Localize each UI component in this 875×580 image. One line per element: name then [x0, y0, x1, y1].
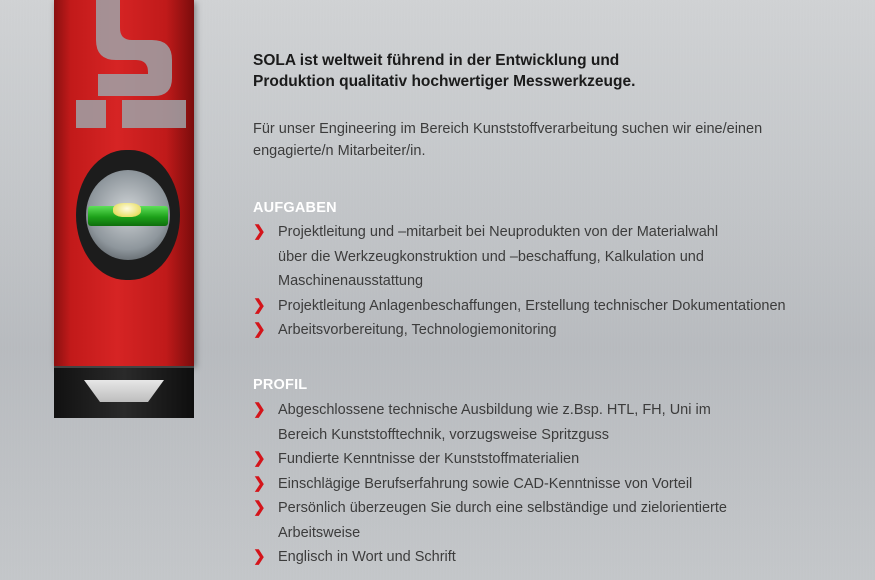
- item-line: Projektleitung und –mitarbeit bei Neuprodukten von der Materialwahl: [278, 224, 719, 240]
- level-vial-bubble: [113, 203, 141, 217]
- level-hanging-hole: [84, 380, 164, 402]
- chevron-right-icon: ❯: [253, 321, 266, 338]
- list-item: [253, 398, 727, 447]
- item-line: Bereich Kunststofftechnik, vorzugsweise Spritzguss: [278, 426, 609, 443]
- chevron-right-icon: ❯: [253, 401, 266, 418]
- chevron-right-icon: ❯: [253, 450, 266, 467]
- chevron-right-icon: ❯: [253, 474, 266, 492]
- profil-heading: PROFIL: [253, 377, 308, 393]
- list-item: [253, 545, 727, 570]
- intro-line: Produktion qualitativ hochwertiger Messwerkzeuge.: [253, 73, 636, 90]
- item-line: Arbeitsweise: [278, 524, 361, 541]
- item-line: Maschinenausstattung: [278, 273, 424, 289]
- chevron-right-icon: ❯: [253, 223, 266, 240]
- list-item: [253, 294, 786, 319]
- list-item: [253, 220, 786, 294]
- list-item: [253, 472, 727, 497]
- chevron-right-icon: ❯: [253, 548, 266, 565]
- list-item: [253, 496, 727, 545]
- item-line: Projektleitung Anlagenbeschaffungen, Erstellung technischer Dokumentationen: [278, 297, 786, 314]
- profil-list: [253, 398, 727, 570]
- description-line: engagierte/n Mitarbeiter/in.: [253, 143, 426, 159]
- chevron-right-icon: ❯: [253, 296, 266, 314]
- item-line: Einschlägige Berufserfahrung sowie CAD-Kenntnisse von Vorteil: [278, 475, 693, 492]
- position-description: [253, 118, 762, 162]
- item-line: Arbeitsvorbereitung, Technologiemonitoring: [278, 322, 557, 338]
- item-line: Persönlich überzeugen Sie durch eine selbständige und zielorientierte: [278, 500, 727, 516]
- item-line: Fundierte Kenntnisse der Kunststoffmaterialien: [278, 451, 580, 467]
- intro-line: SOLA ist weltweit führend in der Entwicklung und: [253, 52, 620, 69]
- aufgaben-list: [253, 220, 786, 343]
- list-item: [253, 447, 727, 472]
- description-line: Für unser Engineering im Bereich Kunststoffverarbeitung suchen wir eine/einen: [253, 121, 763, 137]
- item-line: über die Werkzeugkonstruktion und –beschaffung, Kalkulation und: [278, 248, 704, 265]
- intro-text: [253, 50, 635, 92]
- sola-logo: [76, 0, 186, 128]
- item-line: Abgeschlossene technische Ausbildung wie z.Bsp. HTL, FH, Uni im: [278, 402, 711, 418]
- list-item: [253, 318, 786, 343]
- aufgaben-heading: AUFGABEN: [253, 200, 337, 216]
- level-end-cap: [54, 366, 194, 418]
- item-line: Englisch in Wort und Schrift: [278, 549, 456, 565]
- chevron-right-icon: ❯: [253, 499, 266, 516]
